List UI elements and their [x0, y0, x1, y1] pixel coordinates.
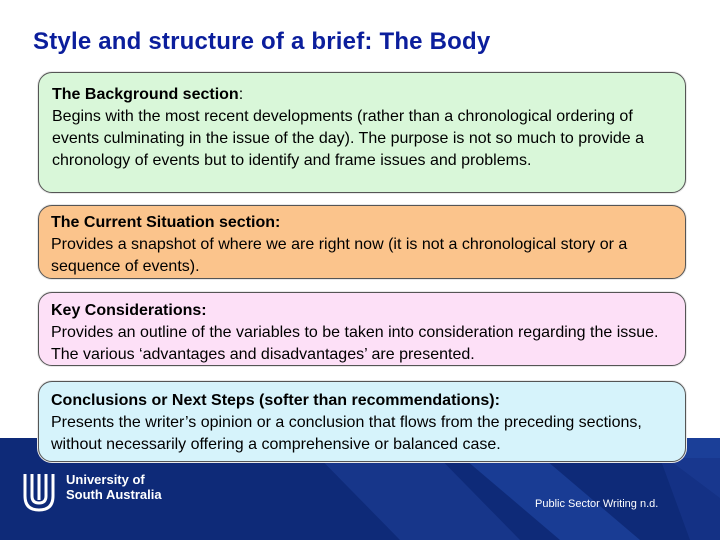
background-section-body: Begins with the most recent developments (rather than a chronological ordering of events culminating in the issue of the day). The purpose is not so much to provide a chronology of events but to identify and frame issues and problems. [52, 108, 645, 169]
conclusions-heading: Conclusions or Next Steps (softer than recommendations): [51, 392, 500, 409]
key-considerations-body: Provides an outline of the variables to be taken into consideration regarding the issue. The various ‘advantages and disadvantages’ are presented. [51, 324, 659, 363]
current-situation-body: Provides a snapshot of where we are right now (it is not a chronological story or a sequence of events). [51, 236, 628, 275]
university-line-2: South Australia [66, 487, 162, 502]
conclusions-box [38, 381, 686, 462]
background-section-heading: The Background section [52, 86, 239, 103]
slide-title: Style and structure of a brief: The Body [33, 28, 491, 55]
background-section-colon: : [238, 86, 244, 103]
source-credit: Public Sector Writing n.d. [535, 498, 659, 510]
background-section-box [38, 72, 686, 193]
university-name [66, 472, 162, 502]
current-situation-section-box [38, 205, 686, 279]
key-considerations-box [38, 292, 686, 366]
university-line-1: University of [66, 472, 145, 487]
current-situation-heading: The Current Situation section: [51, 214, 281, 231]
unisa-logo-icon [22, 472, 56, 512]
conclusions-body: Presents the writer’s opinion or a conclusion that flows from the preceding sections, without necessarily offering a comprehensive or balanced case. [51, 414, 642, 453]
key-considerations-heading: Key Considerations: [51, 302, 207, 319]
